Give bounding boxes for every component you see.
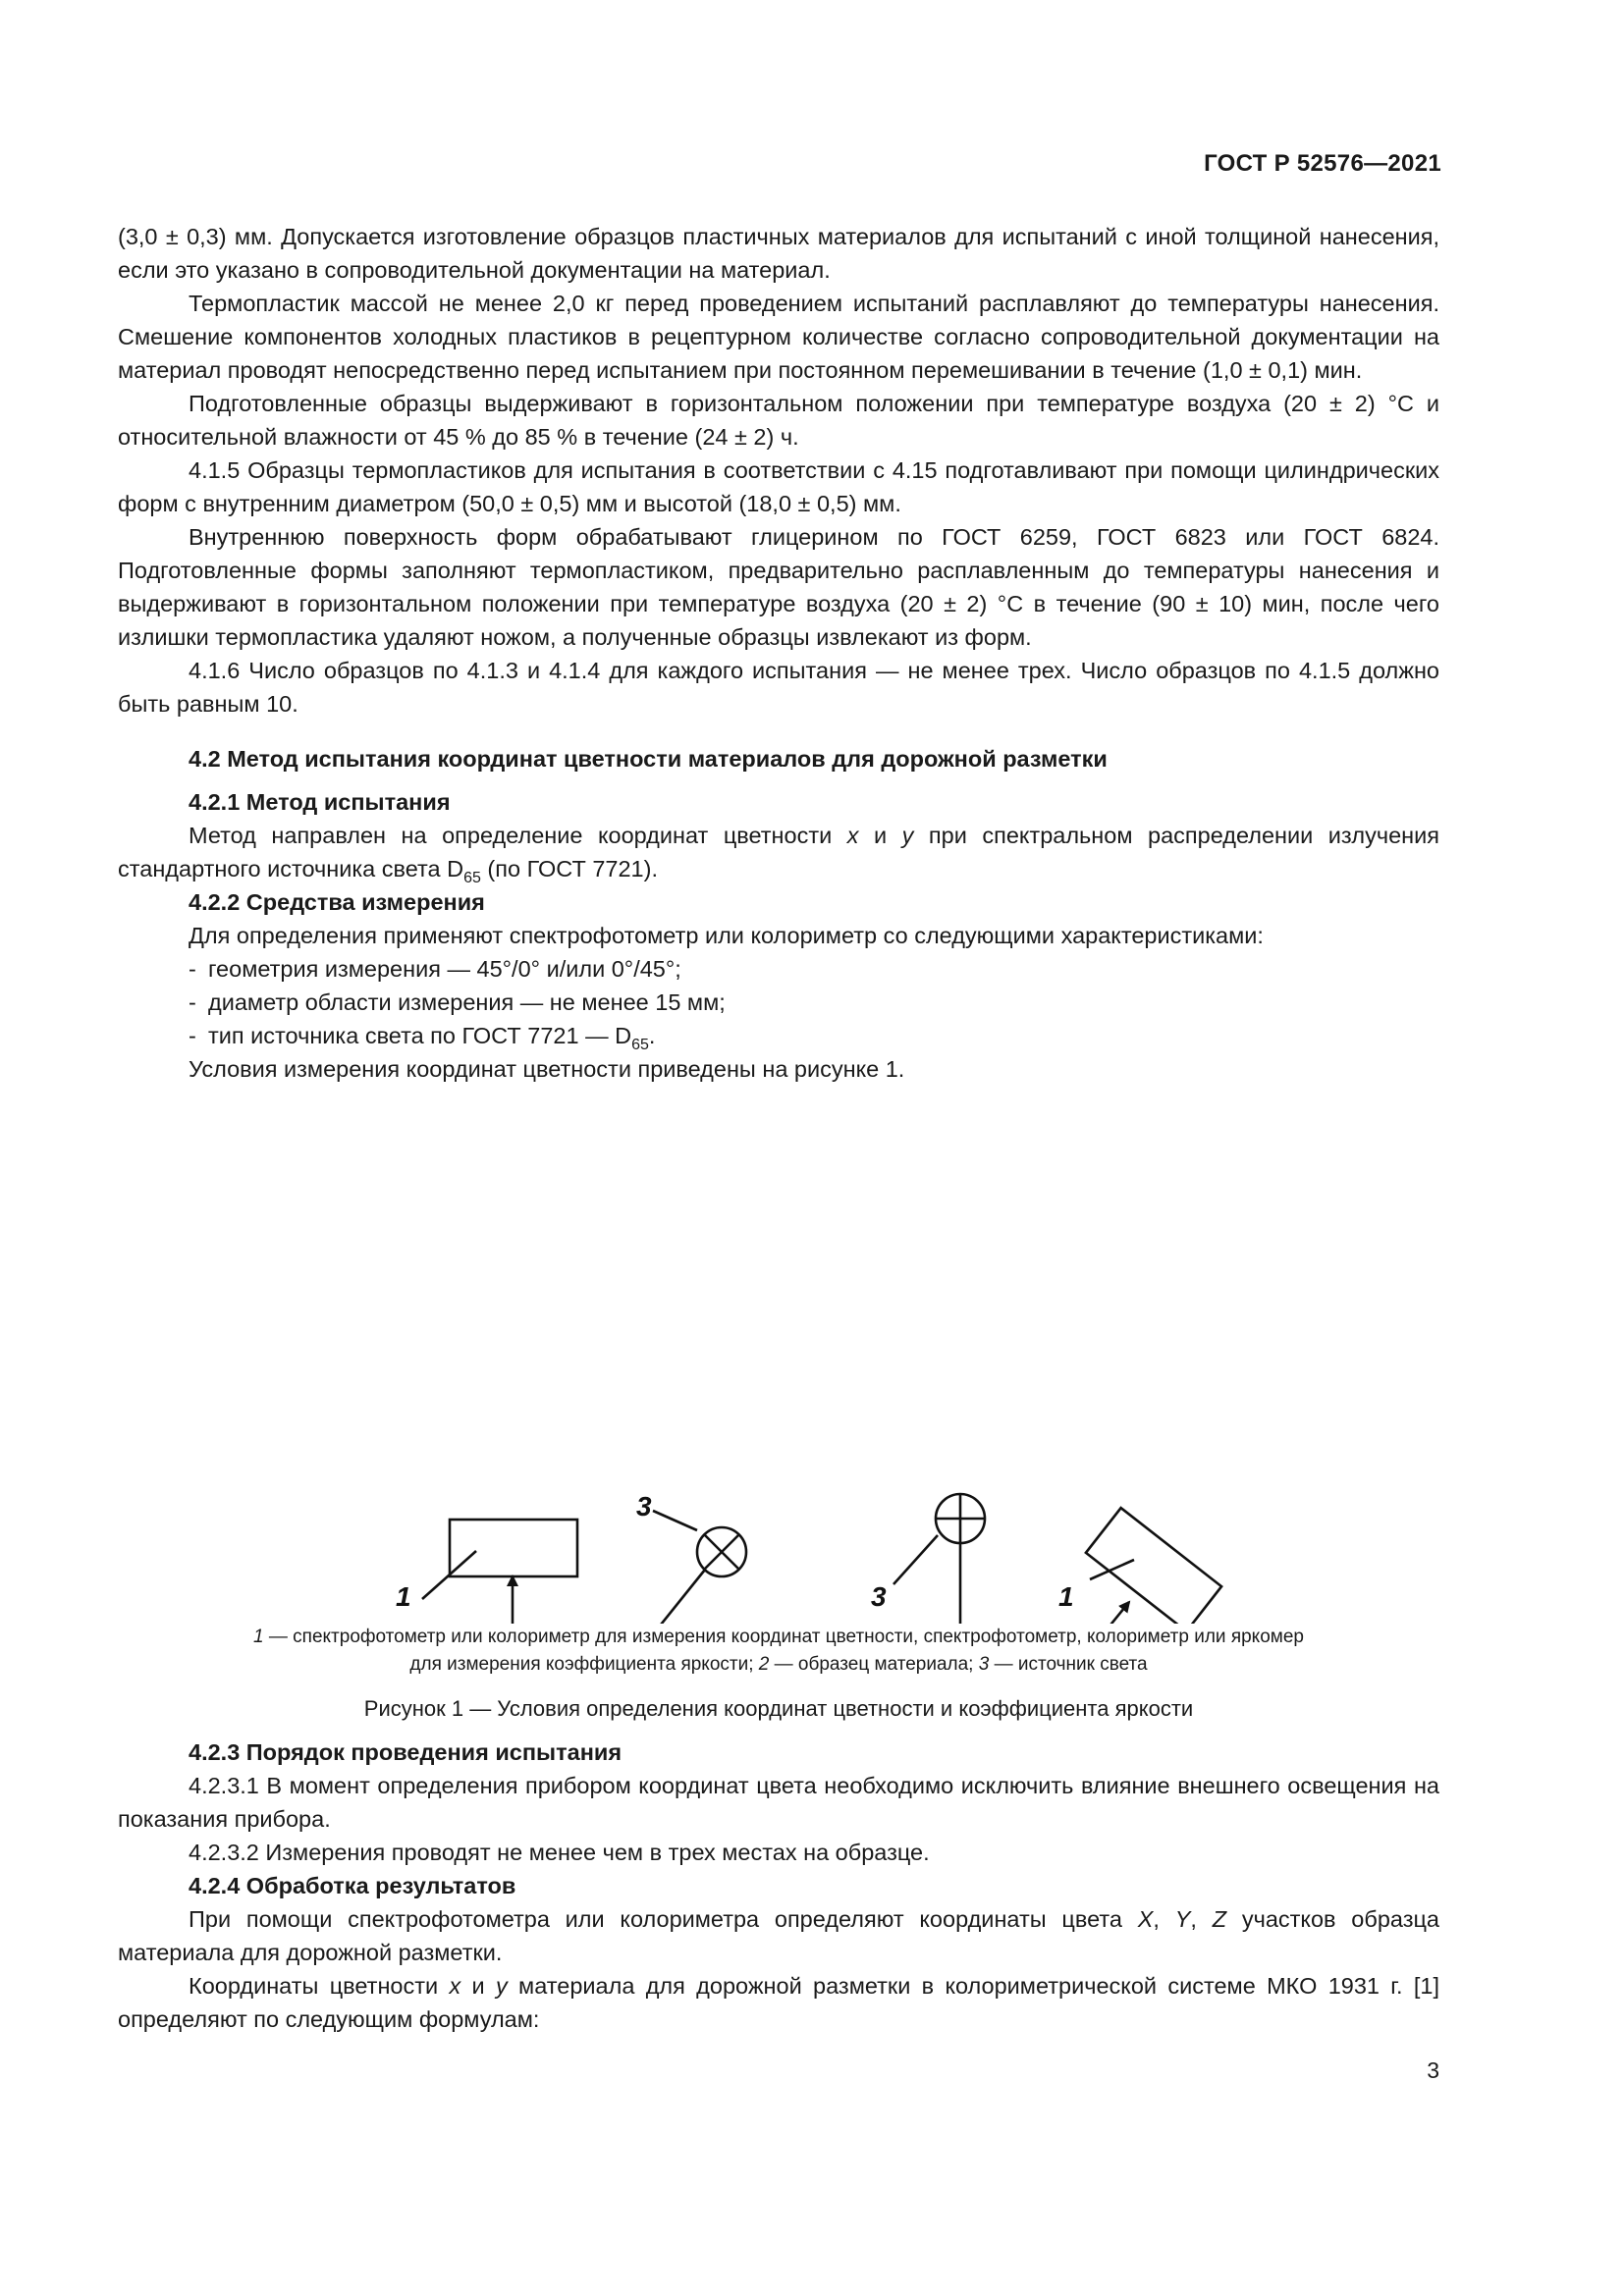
paragraph: Координаты цветности x и y материала для дорожной разметки в колориметрической системе МКО 1931 г. [1] определяют по следующим формулам: xyxy=(118,1973,1439,2032)
label-1: 1 xyxy=(1058,1581,1074,1612)
paragraph: При помощи спектрофотометра или колориметра определяют координаты цвета X, Y, Z участков образца материала для дорожной разметки. xyxy=(118,1906,1440,1965)
standard-header: ГОСТ Р 52576—2021 xyxy=(1204,150,1441,177)
figure-caption: Рисунок 1 — Условия определения координат цветности и коэффициента яркости xyxy=(363,1696,1194,1721)
measurement-geometry-diagram xyxy=(118,1113,1439,1624)
section-heading: 4.2 Метод испытания координат цветности материалов для дорожной разметки xyxy=(189,746,1108,772)
figure-legend: 1 — спектрофотометр или колориметр для измерения координат цветности, спектрофотометр, колориметр или яркомер для измерения коэффициента яркости; 2 — образец материала; 3 — источник света xyxy=(253,1627,1304,1675)
subsection-heading: 4.2.1 Метод испытания xyxy=(189,789,451,815)
paragraph: 4.2.3.1 В момент определения прибором координат цвета необходимо исключить влияние внешнего освещения на показания прибора. xyxy=(118,1773,1439,1832)
label-3: 3 xyxy=(871,1581,887,1612)
diagram-a xyxy=(326,1511,746,1624)
list-item: - диаметр области измерения — не менее 15 мм; xyxy=(189,989,726,1015)
paragraph: Для определения применяют спектрофотометр или колориметр со следующими характеристиками: xyxy=(189,923,1264,948)
paragraph: Внутреннюю поверхность форм обрабатывают глицерином по ГОСТ 6259, ГОСТ 6823 или ГОСТ 6824. Подготовленные формы заполняют термопластиком, предварительно расплавленным до температуры нанесения и выдерживают в горизонтальном положении при температуре воздуха (20 ± 2) °С в течение (90 ± 10) мин, после чего излишки термопластика удаляют ножом, а полученные образцы извлекают из форм. xyxy=(118,524,1439,650)
figure-1 xyxy=(118,1113,1439,1624)
document-body xyxy=(118,220,1439,2036)
list-item: - тип источника света по ГОСТ 7721 — $D_{65}$. xyxy=(189,1023,656,1053)
instrument-box-1 xyxy=(450,1520,577,1576)
paragraph: 4.1.6 Число образцов по 4.1.3 и 4.1.4 для каждого испытания — не менее трех. Число образцов по 4.1.5 должно быть равным 10. xyxy=(118,658,1439,717)
label-3: 3 xyxy=(636,1491,652,1522)
paragraph: Подготовленные образцы выдерживают в горизонтальном положении при температуре воздуха (20 ± 2) °С и относительной влажности от 45 % до 85 % в течение (24 ± 2) ч. xyxy=(118,391,1439,450)
page-number: 3 xyxy=(1427,2057,1439,2083)
subsection-heading: 4.2.4 Обработка результатов xyxy=(189,1873,516,1898)
label-1: 1 xyxy=(396,1581,411,1612)
paragraph: Условия измерения координат цветности приведены на рисунке 1. xyxy=(189,1056,905,1082)
reflected-ray xyxy=(961,1602,1129,1624)
paragraph: (3,0 ± 0,3) мм. Допускается изготовление образцов пластичных материалов для испытаний с иной толщиной нанесения, если это указано в сопроводительной документации на материал. xyxy=(118,224,1439,283)
diagram-b xyxy=(774,1494,1221,1624)
paragraph: Термопластик массой не менее 2,0 кг перед проведением испытаний расплавляют до температуры нанесения. Смешение компонентов холодных пластиков в рецептурном количестве согласно сопроводительной документации на материал проводят непосредственно перед испытанием при постоянном перемешивании в течение (1,0 ± 0,1) мин. xyxy=(118,291,1439,383)
paragraph: 4.2.3.2 Измерения проводят не менее чем в трех местах на образце. xyxy=(189,1840,930,1865)
instrument-box-1 xyxy=(1086,1508,1221,1624)
subsection-heading: 4.2.3 Порядок проведения испытания xyxy=(189,1739,623,1765)
subsection-heading: 4.2.2 Средства измерения xyxy=(189,889,485,915)
paragraph: 4.1.5 Образцы термопластиков для испытания в соответствии с 4.15 подготавливают при помощи цилиндрических форм с внутренним диаметром (50,0 ± 0,5) мм и высотой (18,0 ± 0,5) мм. xyxy=(118,457,1439,516)
list-item: - геометрия измерения — 45°/0° и/или 0°/45°; xyxy=(189,956,681,982)
paragraph: Метод направлен на определение координат цветности x и y при спектральном распределении излучения стандартного источника света $D_{65}$ (по ГОСТ 7721). xyxy=(118,823,1440,886)
